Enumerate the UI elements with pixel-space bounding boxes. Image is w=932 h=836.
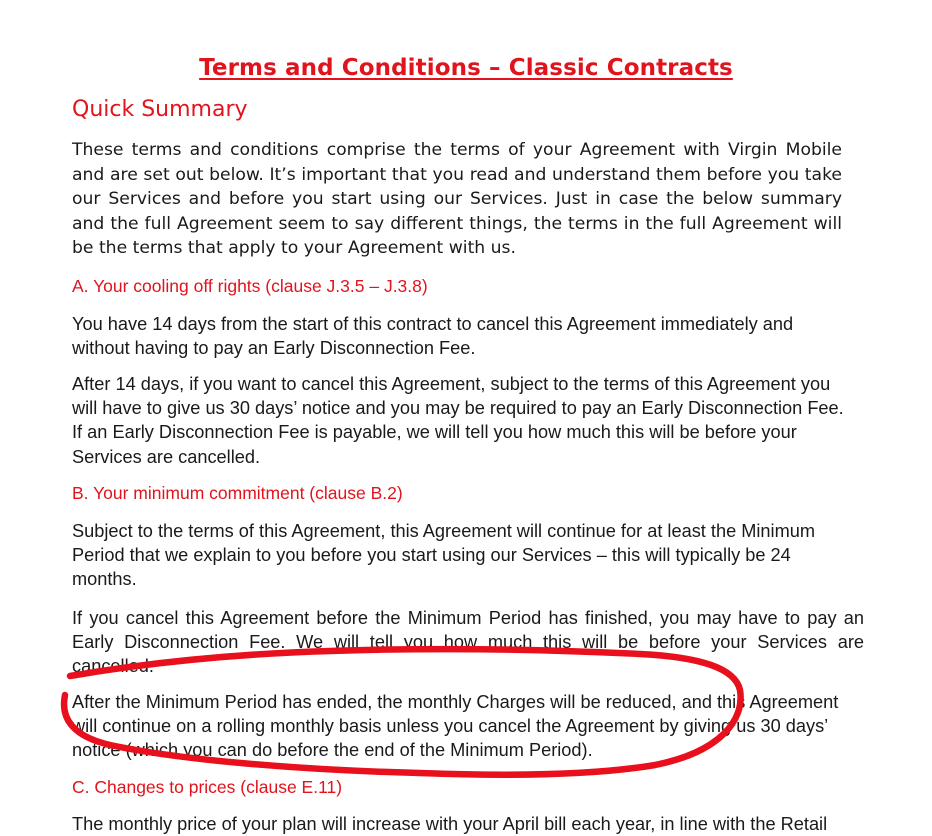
section-a-paragraph-1: You have 14 days from the start of this contract to cancel this Agreement immediately and without having to pay an Early Disconnection Fee. [72,314,794,359]
document-title: Terms and Conditions – Classic Contracts [199,55,733,81]
section-b-paragraph-1: Subject to the terms of this Agreement, this Agreement will continue for at least the Minimum Period that we explain to you before you start using our Services – this will typically be 24 months. [72,521,816,590]
section-a-paragraph-2: After 14 days, if you want to cancel this Agreement, subject to the terms of this Agreement you will have to give us 30 days’ notice and you may be required to pay an Early Disconnection Fee. If an Early Disconnection Fee is payable, we will tell you how much this will be before your Services are cancelled. [72,374,844,467]
quick-summary-heading: Quick Summary [72,97,248,122]
section-b-heading: B. Your minimum commitment (clause B.2) [72,483,403,503]
section-a-heading: A. Your cooling off rights (clause J.3.5 – J.3.8) [72,276,428,296]
section-b-paragraph-3: After the Minimum Period has ended, the monthly Charges will be reduced, and this Agreement will continue on a rolling monthly basis unless you cancel the Agreement by giving us 30 days’ notice (which you can do before the end of the Minimum Period). [72,692,839,761]
section-c-heading: C. Changes to prices (clause E.11) [72,777,343,797]
section-b-paragraph-2: If you cancel this Agreement before the Minimum Period has finished, you may have to pay an Early Disconnection Fee. We will tell you how much this will be before your Services are cancelled. [72,608,864,677]
intro-paragraph: These terms and conditions comprise the terms of your Agreement with Virgin Mobile and are set out below. It’s important that you read and understand them before you take our Services and before you start using our Services. Just in case the below summary and the full Agreement seem to say different things, the terms in the full Agreement will be the terms that apply to your Agreement with us. [72,140,842,259]
section-c-paragraph-1: The monthly price of your plan will increase with your April bill each year, in line with the Retail [72,814,828,834]
